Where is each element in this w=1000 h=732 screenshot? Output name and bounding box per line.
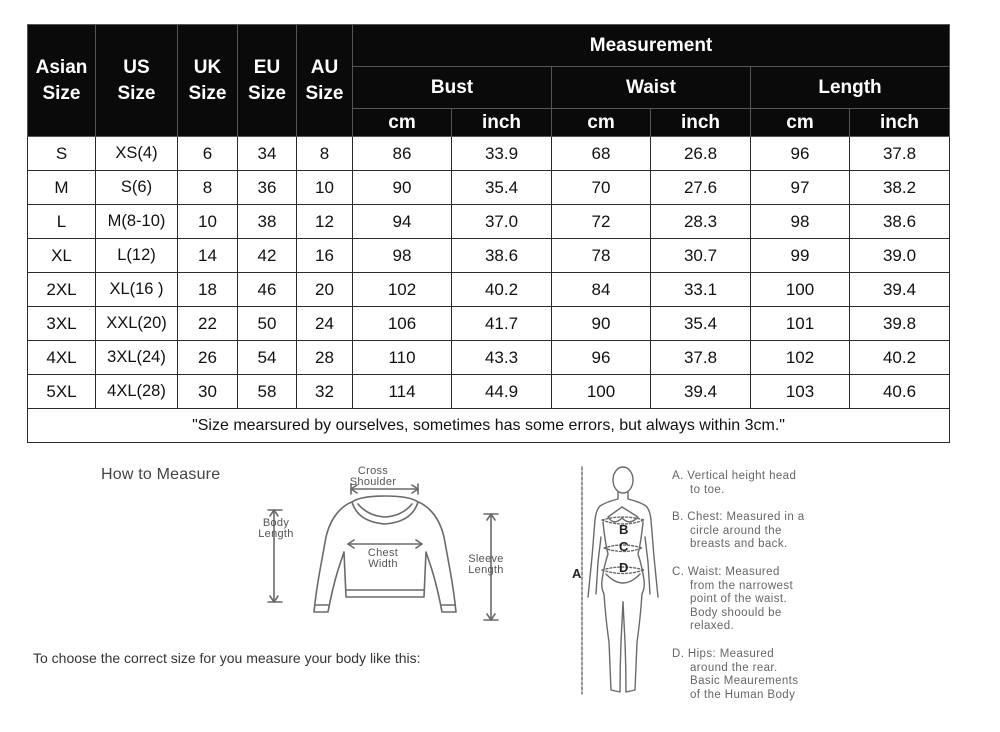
header-unit-waist-cm: cm [552, 109, 651, 137]
legend-item-b: B. Chest: Measured in a circle around the breasts and back. [672, 511, 805, 550]
table-row [28, 273, 950, 307]
cell-bust-inch: 44.9 [452, 375, 552, 409]
cell-us-size: S(6) [96, 171, 178, 205]
cell-waist-cm: 68 [552, 137, 651, 171]
cell-bust-cm: 102 [353, 273, 452, 307]
how-to-measure-title: How to Measure [101, 466, 221, 483]
cell-us-size: XL(16 ) [96, 273, 178, 307]
cell-eu-size: 50 [238, 307, 297, 341]
header-bust: Bust [353, 67, 552, 109]
cell-us-size: XXL(20) [96, 307, 178, 341]
cell-bust-inch: 38.6 [452, 239, 552, 273]
human-body-illustration [568, 462, 668, 707]
cell-bust-inch: 41.7 [452, 307, 552, 341]
cell-waist-cm: 90 [552, 307, 651, 341]
table-row [28, 375, 950, 409]
table-row [28, 171, 950, 205]
cell-us-size: 3XL(24) [96, 341, 178, 375]
cell-us-size: XS(4) [96, 137, 178, 171]
cell-uk-size: 22 [178, 307, 238, 341]
cell-au-size: 16 [297, 239, 353, 273]
cell-bust-cm: 114 [353, 375, 452, 409]
cell-bust-cm: 98 [353, 239, 452, 273]
table-row [28, 341, 950, 375]
cell-au-size: 10 [297, 171, 353, 205]
cell-waist-cm: 84 [552, 273, 651, 307]
size-table-body [28, 137, 950, 409]
header-length: Length [751, 67, 950, 109]
cell-bust-cm: 94 [353, 205, 452, 239]
cell-waist-cm: 100 [552, 375, 651, 409]
cell-au-size: 8 [297, 137, 353, 171]
cell-uk-size: 18 [178, 273, 238, 307]
cell-length-inch: 38.6 [850, 205, 950, 239]
header-us-size: US Size [96, 25, 178, 137]
cell-length-inch: 40.2 [850, 341, 950, 375]
sweater-measure-diagram [248, 462, 528, 632]
cell-us-size: M(8-10) [96, 205, 178, 239]
cell-au-size: 24 [297, 307, 353, 341]
choose-size-instruction: To choose the correct size for you measure your body like this: [33, 650, 421, 666]
legend-item-c: C. Waist: Measured from the narrowest point of the waist. Body shoould be relaxed. [672, 566, 794, 632]
cell-length-cm: 102 [751, 341, 850, 375]
cell-us-size: L(12) [96, 239, 178, 273]
cell-bust-cm: 90 [353, 171, 452, 205]
body-marker-d: D [619, 560, 629, 575]
cell-length-cm: 96 [751, 137, 850, 171]
cell-uk-size: 14 [178, 239, 238, 273]
body-measure-diagram [568, 462, 668, 707]
table-row [28, 137, 950, 171]
header-uk-size: UK Size [178, 25, 238, 137]
header-asian-size: Asian Size [28, 25, 96, 137]
cell-au-size: 28 [297, 341, 353, 375]
cell-us-size: 4XL(28) [96, 375, 178, 409]
cell-asian-size: 4XL [28, 341, 96, 375]
cell-eu-size: 38 [238, 205, 297, 239]
legend-item-a: A. Vertical height head to toe. [672, 470, 797, 496]
cell-asian-size: 3XL [28, 307, 96, 341]
cell-waist-inch: 26.8 [651, 137, 751, 171]
cell-bust-cm: 106 [353, 307, 452, 341]
body-marker-b: B [619, 522, 629, 537]
label-chest-width: Chest Width [367, 547, 399, 570]
header-waist: Waist [552, 67, 751, 109]
cell-uk-size: 30 [178, 375, 238, 409]
table-row [28, 205, 950, 239]
label-body-length: Body Length [258, 517, 294, 540]
cell-asian-size: 5XL [28, 375, 96, 409]
cell-waist-inch: 28.3 [651, 205, 751, 239]
label-sleeve-length: Sleeve Length [468, 553, 504, 576]
cell-au-size: 20 [297, 273, 353, 307]
header-measurement: Measurement [353, 25, 950, 67]
table-row [28, 239, 950, 273]
cell-waist-cm: 72 [552, 205, 651, 239]
cell-length-cm: 99 [751, 239, 850, 273]
legend-item-d: D. Hips: Measured around the rear. Basic Meaurements of the Human Body [672, 648, 799, 701]
header-unit-bust-inch: inch [452, 109, 552, 137]
cell-asian-size: 2XL [28, 273, 96, 307]
body-marker-c: C [619, 539, 629, 554]
cell-length-cm: 103 [751, 375, 850, 409]
cell-uk-size: 10 [178, 205, 238, 239]
label-cross-shoulder: Cross Shoulder [349, 465, 397, 488]
cell-bust-inch: 33.9 [452, 137, 552, 171]
cell-bust-inch: 37.0 [452, 205, 552, 239]
cell-asian-size: L [28, 205, 96, 239]
cell-asian-size: XL [28, 239, 96, 273]
cell-waist-cm: 78 [552, 239, 651, 273]
cell-uk-size: 6 [178, 137, 238, 171]
header-unit-waist-inch: inch [651, 109, 751, 137]
cell-length-inch: 39.8 [850, 307, 950, 341]
header-unit-length-cm: cm [751, 109, 850, 137]
cell-waist-inch: 30.7 [651, 239, 751, 273]
header-eu-size: EU Size [238, 25, 297, 137]
cell-length-inch: 38.2 [850, 171, 950, 205]
cell-eu-size: 34 [238, 137, 297, 171]
cell-eu-size: 42 [238, 239, 297, 273]
cell-waist-inch: 39.4 [651, 375, 751, 409]
cell-bust-inch: 40.2 [452, 273, 552, 307]
cell-length-cm: 98 [751, 205, 850, 239]
cell-bust-inch: 35.4 [452, 171, 552, 205]
cell-length-inch: 40.6 [850, 375, 950, 409]
cell-length-inch: 37.8 [850, 137, 950, 171]
cell-length-cm: 101 [751, 307, 850, 341]
size-chart-table [27, 24, 950, 443]
cell-length-cm: 97 [751, 171, 850, 205]
cell-eu-size: 36 [238, 171, 297, 205]
cell-eu-size: 54 [238, 341, 297, 375]
body-marker-a: A [572, 566, 582, 581]
cell-bust-inch: 43.3 [452, 341, 552, 375]
header-unit-bust-cm: cm [353, 109, 452, 137]
cell-eu-size: 58 [238, 375, 297, 409]
cell-uk-size: 8 [178, 171, 238, 205]
cell-bust-cm: 110 [353, 341, 452, 375]
cell-bust-cm: 86 [353, 137, 452, 171]
cell-length-cm: 100 [751, 273, 850, 307]
cell-uk-size: 26 [178, 341, 238, 375]
cell-au-size: 12 [297, 205, 353, 239]
header-au-size: AU Size [297, 25, 353, 137]
table-row [28, 307, 950, 341]
cell-waist-inch: 37.8 [651, 341, 751, 375]
cell-length-inch: 39.0 [850, 239, 950, 273]
cell-au-size: 32 [297, 375, 353, 409]
cell-asian-size: M [28, 171, 96, 205]
header-unit-length-inch: inch [850, 109, 950, 137]
cell-waist-cm: 70 [552, 171, 651, 205]
measurement-note: "Size mearsured by ourselves, sometimes has some errors, but always within 3cm." [28, 409, 950, 443]
cell-length-inch: 39.4 [850, 273, 950, 307]
cell-waist-inch: 35.4 [651, 307, 751, 341]
cell-waist-cm: 96 [552, 341, 651, 375]
cell-asian-size: S [28, 137, 96, 171]
cell-eu-size: 46 [238, 273, 297, 307]
cell-waist-inch: 33.1 [651, 273, 751, 307]
cell-waist-inch: 27.6 [651, 171, 751, 205]
